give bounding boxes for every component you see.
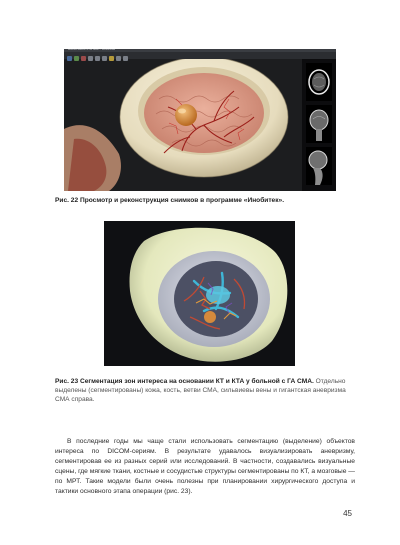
aneurysm-marker: [204, 311, 216, 323]
page-number: 45: [343, 509, 352, 518]
body-paragraph: [55, 437, 355, 496]
coronal-thumbnail[interactable]: [306, 105, 332, 143]
figure-22-caption-label: Рис. 22 Просмотр и реконструкция снимков в программе «Инобитек».: [55, 197, 285, 204]
body-paragraph-text: В последние годы мы чаще стали использовать сегментацию (выделение) объектов интереса по DICOM-сериям. В результате удавалось визуализировать аневризму, сегментировав ее из разных серий или исследований. В частности, создавались визуальные сцены, где мягкие ткани, костные и сосудистые структуры сегментированы по КТ, а мозговые — по МРТ. Такие модели были очень полезны при планировании хирургического доступа и тактики основного этапа операции (рис. 23).: [55, 438, 355, 495]
figure-23-segmentation-render: [104, 221, 295, 366]
aneurysm-marker: [175, 104, 197, 126]
segmented-head-model: [104, 221, 295, 366]
figure-23-caption-text: Отдельно выделены (сегментированы) кожа, кость, ветви СМА, сильвиевы вены и гигантская аневризма СМА справа.: [55, 378, 346, 403]
figure-23-caption-label: Рис. 23 Сегментация зон интереса на основании КТ и КТА у больной с ГА СМА.: [55, 378, 314, 385]
figure-22-caption: [55, 196, 355, 205]
viewer-toolbar: [64, 52, 336, 59]
figure-22-viewer-screenshot: [64, 49, 336, 191]
sagittal-thumbnail[interactable]: [306, 147, 332, 185]
head-3d-reconstruction: [64, 59, 302, 191]
axial-thumbnail[interactable]: [306, 63, 332, 101]
viewer-window-title: MedVision Inobitek DICOM Viewer — Reconstruction: [68, 49, 116, 51]
figure-23-caption: [55, 377, 357, 404]
